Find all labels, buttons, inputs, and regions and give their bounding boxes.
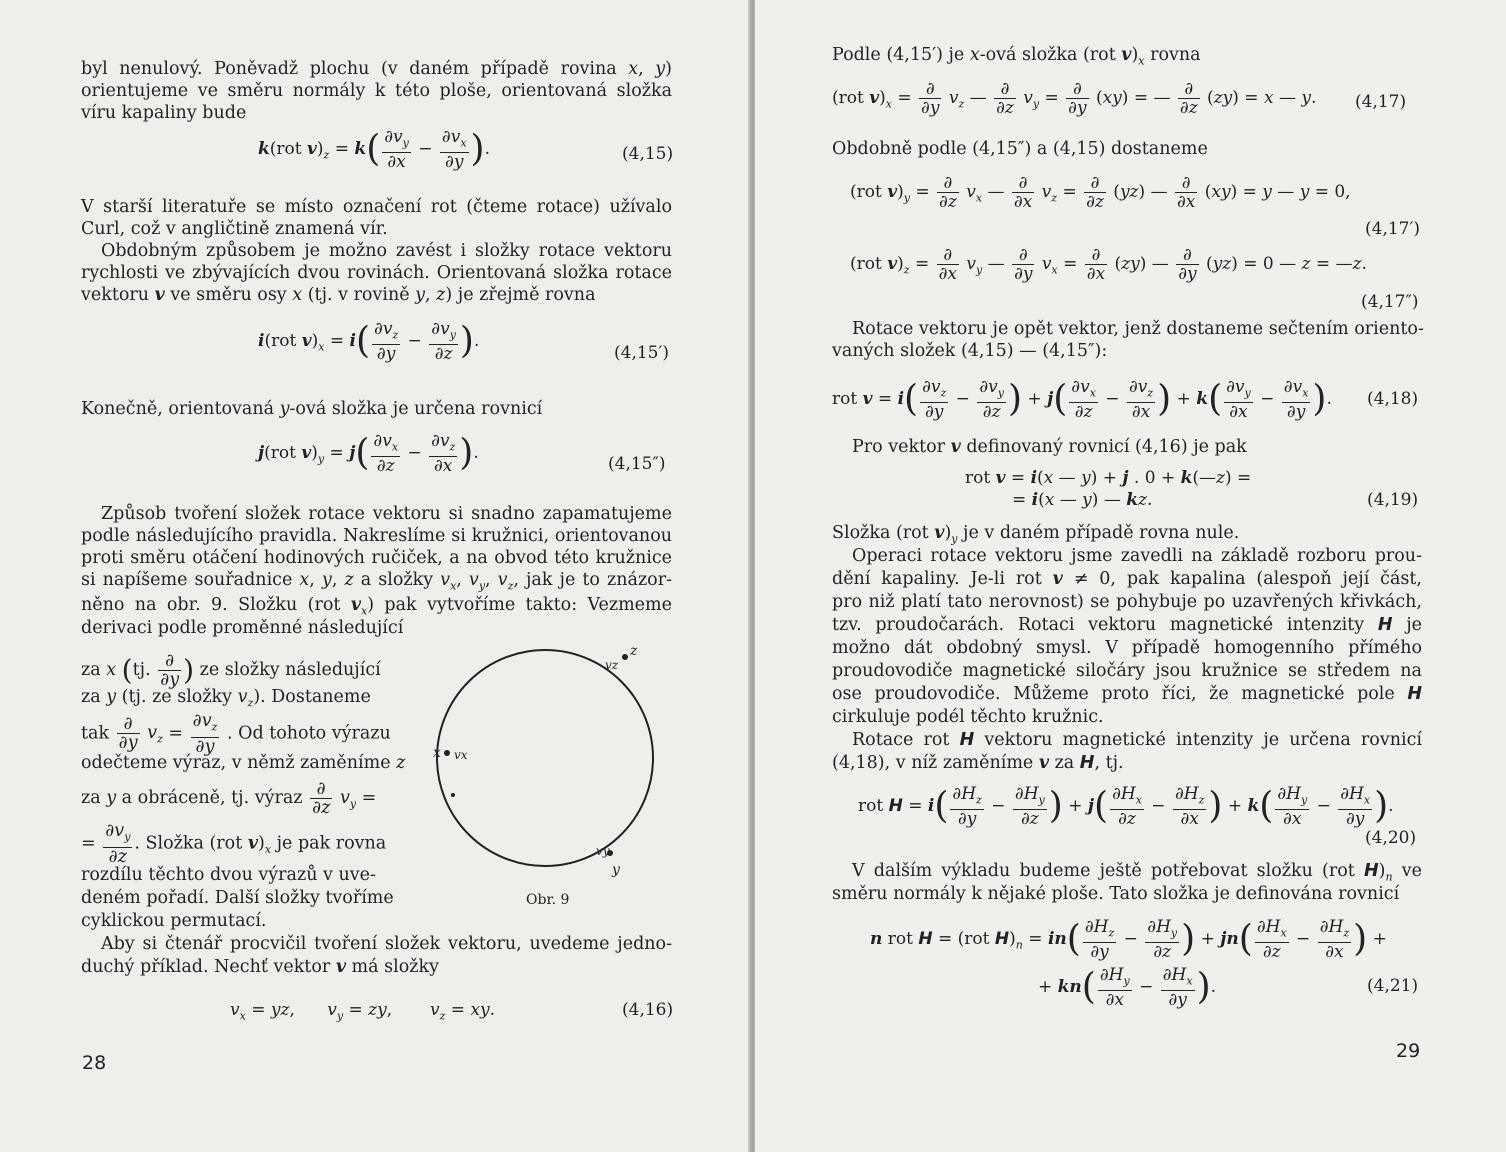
text-line: vaných složek (4,15) — (4,15″): bbox=[832, 341, 1108, 361]
text-line: vektoru v ve směru osy x (tj. v rovině y, z) je zřejmě rovna bbox=[81, 285, 596, 305]
equation-4-18: rot v = i( $\frac{\partial v_z}{\partial y}$ − $\frac{\partial v_y}{\partial z}$ ) + j( $\frac{\partial v_x}{\partial z}$ − $\frac{\partial v_z}{\partial x}$ ) + k( $\frac{\partial v_y}{\partial x}$ − $\frac{\partial v_x}{\partial y}$ ). bbox=[832, 377, 1332, 423]
text-line: Aby si čtenář procvičil tvoření složek vektoru, uvedeme jedno- bbox=[101, 934, 672, 954]
page-number: 29 bbox=[1396, 1040, 1421, 1062]
equation-4-20: rot H = i( $\frac{\partial H_z}{\partial y}$ − $\frac{\partial H_y}{\partial z}$ ) + j( $\frac{\partial H_x}{\partial z}$ − $\frac{\partial H_z}{\partial x}$ ) + k( $\frac{\partial H_y}{\partial x}$ − $\frac{\partial H_x}{\partial y}$ ). bbox=[858, 784, 1394, 830]
text-line: Obdobným způsobem je možno zavést i složky rotace vektoru bbox=[101, 241, 672, 261]
text-line: rychlosti ve zbývajících dvou rovinách. Orientovaná složka rotace bbox=[81, 263, 672, 283]
equation-number: (4,17) bbox=[1355, 92, 1407, 112]
figure-caption: Obr. 9 bbox=[526, 892, 570, 908]
text-line: Obdobně podle (4,15″) a (4,15) dostaneme bbox=[832, 139, 1208, 159]
text-line: odečteme výraz, v němž zaměníme z bbox=[81, 753, 406, 773]
text-line: cyklickou permutací. bbox=[81, 911, 267, 931]
equation-4-21-b: + kn( $\frac{\partial H_y}{\partial x}$ − $\frac{\partial H_x}{\partial y}$ ). bbox=[1038, 965, 1217, 1011]
text-line: za y (tj. ze složky $v_z$). Dostaneme bbox=[81, 687, 371, 710]
equation-4-15p: i(rot $v)_x = i$( $\frac{\partial v_z}{\partial y}$ − $\frac{\partial v_y}{\partial z}$ ). bbox=[258, 319, 480, 365]
page-number: 28 bbox=[82, 1052, 107, 1074]
equation-number: (4,18) bbox=[1367, 389, 1419, 409]
text-line: Pro vektor v definovaný rovnicí (4,16) je pak bbox=[852, 437, 1247, 457]
text-line: Curl, což v angličtině znamená vír. bbox=[81, 219, 388, 239]
text-line: tzv. proudočarách. Rotaci vektoru magnetické intenzity H je bbox=[832, 615, 1422, 635]
text-line: si napíšeme souřadnice x, y, z a složky $v_x$, $v_y$, $v_z$, jak je to znázor- bbox=[81, 570, 672, 593]
text-line: Složka (rot $v)_y$ je v daném případě rovna nule. bbox=[832, 523, 1240, 546]
text-line: Podle (4,15′) je x-ová složka (rot $v)_x$ rovna bbox=[832, 45, 1201, 68]
equation-number: (4,21) bbox=[1367, 976, 1419, 996]
text-line: dění kapaliny. Je-li rot v ≠ 0, pak kapalina (alespoň její část, bbox=[832, 569, 1422, 589]
text-line: cirkuluje podél těchto kružnic. bbox=[832, 707, 1104, 727]
text-line: duchý příklad. Nechť vektor v má složky bbox=[81, 957, 439, 977]
equation-4-17pp: (rot $v)_z$ = $\frac{\partial}{\partial x}$ $v_y$ — $\frac{\partial}{\partial y}$ $v_x$ = $\frac{\partial}{\partial x}$ (zy) — $\frac{\partial}{\partial y}$ (yz) = 0 — z = —z. bbox=[850, 245, 1367, 284]
text-line: byl nenulový. Poněvadž plochu (v daném případě rovina x, y) bbox=[81, 59, 672, 79]
figure-label: vz bbox=[605, 658, 619, 672]
text-line: Rotace vektoru je opět vektor, jenž dostaneme sečtením orientο- bbox=[852, 319, 1424, 339]
figure-label: x bbox=[433, 745, 441, 761]
equation-number: (4,15′) bbox=[614, 343, 669, 363]
text-line: orientujeme ve směru normály k této ploše, orientovaná složka bbox=[81, 81, 672, 101]
equation-4-15pp: j(rot $v)_y = j$( $\frac{\partial v_x}{\partial z}$ − $\frac{\partial v_z}{\partial x}$ ). bbox=[258, 431, 479, 477]
text-line: tak $\frac{\partial}{\partial y}$ $v_z$ = $\frac{\partial v_z}{\partial y}$ . Od tohoto výrazu bbox=[81, 711, 391, 757]
equation-4-21-a: n rot H = (rot $H)_n = in$( $\frac{\partial H_z}{\partial y}$ − $\frac{\partial H_y}{\partial z}$ ) + jn( $\frac{\partial H_x}{\partial z}$ − $\frac{\partial H_z}{\partial x}$ ) + bbox=[870, 917, 1387, 963]
figure-9-circle bbox=[425, 640, 665, 890]
equation-number: (4,17′) bbox=[1365, 219, 1420, 239]
equation-4-17: (rot $v)_x$ = $\frac{\partial}{\partial y}$ $v_z$ — $\frac{\partial}{\partial z}$ $v_y$ = $\frac{\partial}{\partial y}$ (xy) = — $\frac{\partial}{\partial z}$ (zy) = x — y. bbox=[832, 79, 1317, 118]
equation-4-19-a: rot v = i(x — y) + j . 0 + k(—z) = bbox=[965, 468, 1252, 488]
text-line: = $\frac{\partial v_y}{\partial z}$ . Složka (rot $v)_x$ je pak rovna bbox=[81, 821, 387, 867]
equation-4-17p: (rot $v)_y$ = $\frac{\partial}{\partial z}$ $v_x$ — $\frac{\partial}{\partial x}$ $v_z$ = $\frac{\partial}{\partial z}$ (yz) — $\frac{\partial}{\partial x}$ (xy) = y — y = 0, bbox=[850, 173, 1351, 212]
figure-label: vy bbox=[596, 844, 610, 858]
text-line: derivaci podle proměnné následující bbox=[81, 618, 404, 638]
text-line: podle následujícího pravidla. Nakreslíme si kružnici, orientovanou bbox=[81, 526, 672, 546]
text-line: Konečně, orientovaná y-ová složka je určena rovnicí bbox=[81, 399, 543, 419]
text-line: V dalším výkladu budeme ještě potřebovat složku (rot $H)_n$ ve bbox=[852, 861, 1422, 884]
figure-label: vx bbox=[454, 748, 468, 762]
text-line: rozdílu těchto dvou výrazů v uve- bbox=[81, 865, 376, 885]
equation-number: (4,20) bbox=[1365, 828, 1417, 848]
equation-4-16: $v_x$ = yz, $v_y$ = zy, $v_z$ = xy. bbox=[230, 1000, 496, 1023]
text-line: (4,18), v níž zaměníme v za H, tj. bbox=[832, 753, 1124, 773]
text-line: Operaci rotace vektoru jsme zavedli na základě rozboru prou- bbox=[852, 546, 1422, 566]
text-line: za y a obráceně, tj. výraz $\frac{\partial}{\partial z}$ $v_y$ = bbox=[81, 779, 377, 818]
equation-4-15: k(rot $v)_z = k$( $\frac{\partial v_y}{\partial x}$ − $\frac{\partial v_x}{\partial y}$ ). bbox=[258, 127, 490, 173]
text-line: možno dát obdobný smysl. V případě homogenního přímého bbox=[832, 638, 1422, 658]
text-line: ose proudovodiče. Můžeme proto říci, že magnetické pole H bbox=[832, 684, 1422, 704]
text-line: proti směru otáčení hodinových ručiček, a na obvod této kružnice bbox=[81, 548, 672, 568]
figure-label: y bbox=[612, 862, 620, 878]
text-line: proudovodiče magnetické siločáry jsou kružnice se středem na bbox=[832, 661, 1422, 681]
text-line: za x (tj. $\frac{\partial}{\partial y}$ ) ze složky následující bbox=[81, 651, 381, 690]
text-line: deném pořadí. Další složky tvoříme bbox=[81, 888, 394, 908]
text-line: Způsob tvoření složek rotace vektoru si snadno zapamatujeme bbox=[101, 504, 672, 524]
text-line: něno na obr. 9. Složku (rot $v_x$) pak vytvoříme takto: Vezmeme bbox=[81, 595, 672, 618]
equation-number: (4,17″) bbox=[1361, 292, 1419, 312]
equation-number: (4,16) bbox=[622, 1000, 674, 1020]
text-line: Rotace rot H vektoru magnetické intenzity je určena rovnicí bbox=[852, 730, 1422, 750]
equation-4-19-b: = i(x — y) — kz. bbox=[1012, 490, 1153, 510]
text-line: pro niž platí tato nerovnost) se pohybuje po uzavřených křivkách, bbox=[832, 592, 1422, 612]
equation-number: (4,19) bbox=[1367, 490, 1419, 510]
figure-label: z bbox=[630, 643, 638, 659]
equation-number: (4,15) bbox=[622, 144, 674, 164]
text-line: víru kapaliny bude bbox=[81, 103, 247, 123]
left-page bbox=[0, 0, 752, 1152]
text-line: směru normály k nějaké ploše. Tato složka je definována rovnicí bbox=[832, 884, 1400, 904]
text-line: V starší literatuře se místo označení rot (čteme rotace) užívalo bbox=[81, 197, 672, 217]
right-page bbox=[755, 0, 1506, 1152]
equation-number: (4,15″) bbox=[608, 454, 666, 474]
